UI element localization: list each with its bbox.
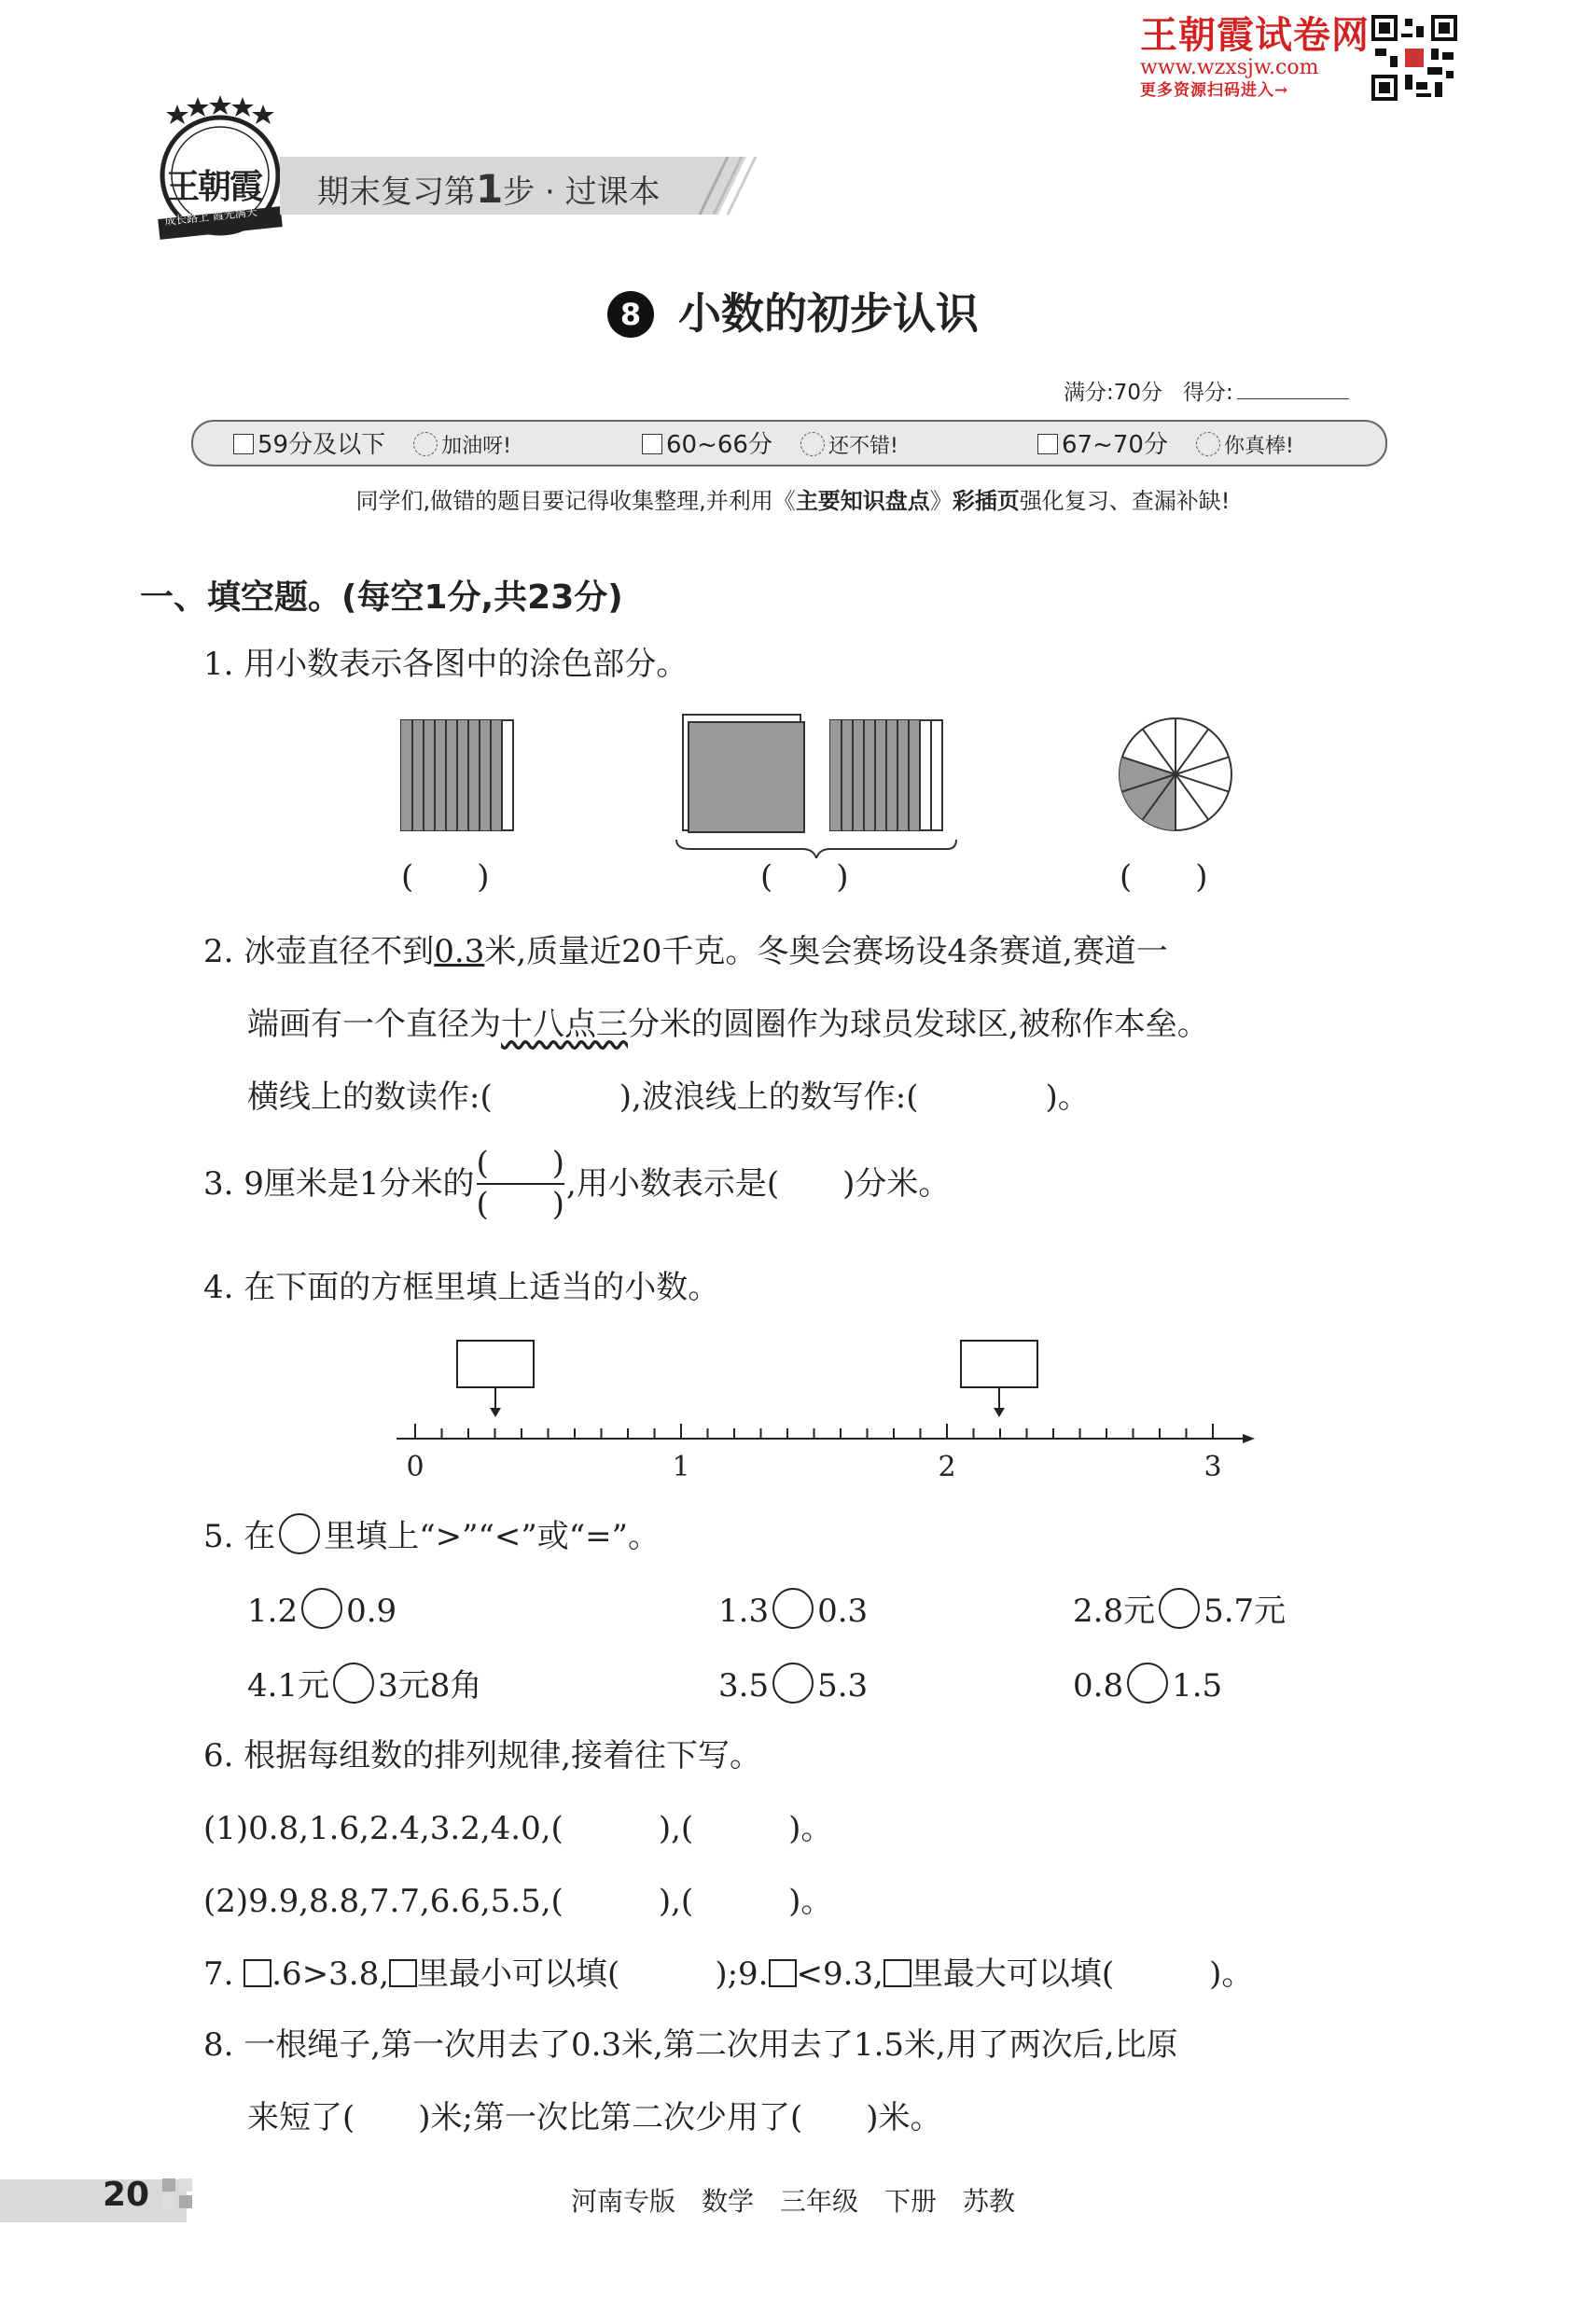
- section-heading: 一、填空题。(每空1分,共23分): [140, 578, 623, 617]
- compare-item: [718, 1663, 868, 1705]
- right-value: 0.3: [817, 1593, 869, 1630]
- underlined-number: 0.3: [434, 933, 485, 970]
- brand-block: [1140, 15, 1383, 101]
- compare-circle[interactable]: [772, 1588, 814, 1629]
- left-value: 4.1元: [247, 1667, 330, 1705]
- text: 2. 冰壶直径不到: [203, 933, 435, 970]
- grade-word: 还不错!: [828, 435, 898, 458]
- answer-blank-1[interactable]: ( ): [401, 858, 490, 896]
- banner-title: [317, 166, 661, 212]
- sequence-1[interactable]: (1)0.8,1.6,2.4,3.2,4.0,( ),( )。: [203, 1810, 833, 1847]
- text: .6>3.8,: [271, 1955, 390, 1993]
- text[interactable]: ,用小数表示是( )分米。: [566, 1165, 951, 1203]
- text: 分米的圆圈作为球员发球区,被称作本垒。: [628, 1006, 1209, 1043]
- question-8-line1: 8. 一根绳子,第一次用去了0.3米,第二次用去了1.5米,用了两次后,比原: [203, 2026, 1178, 2064]
- compare-item: [247, 1588, 396, 1630]
- question-8-line2[interactable]: 来短了( )米;第一次比第二次少用了( )米。: [247, 2099, 942, 2136]
- question-3: [203, 1144, 950, 1224]
- question-2-line2: [247, 1006, 1209, 1043]
- sequence-2[interactable]: (2)9.9,8.8,7.7,6.6,5.5,( ),( )。: [203, 1883, 833, 1920]
- left-value: 1.2: [247, 1593, 299, 1630]
- denominator-blank[interactable]: ( ): [476, 1186, 565, 1223]
- answer-blank-2[interactable]: ( ): [760, 858, 849, 896]
- grade-range: 67~70分: [1062, 431, 1168, 459]
- square-blank-icon: [389, 1959, 417, 1987]
- wavy-underlined-number: 十八点三: [501, 1006, 628, 1043]
- tip-bold: 彩插页: [952, 488, 1020, 514]
- tip-line: [0, 482, 1586, 515]
- number-line: [383, 1329, 1259, 1488]
- question-6: 6. 根据每组数的排列规律,接着往下写。: [203, 1737, 762, 1774]
- fraction-blank[interactable]: [477, 1144, 565, 1224]
- compare-circle[interactable]: [1159, 1588, 1200, 1629]
- circle-blank-icon: [279, 1513, 320, 1554]
- square-blank-icon: [243, 1959, 271, 1987]
- text[interactable]: 里最大可以填( )。: [911, 1955, 1254, 1993]
- compare-circle[interactable]: [301, 1588, 342, 1629]
- numerator-blank[interactable]: ( ): [477, 1144, 565, 1185]
- answer-blank-3[interactable]: ( ): [1120, 858, 1208, 896]
- right-value: 3元8角: [378, 1667, 482, 1705]
- grade-word: 你真棒!: [1223, 435, 1294, 458]
- compare-item: [1073, 1588, 1286, 1630]
- figure-square-and-strips: [676, 715, 956, 858]
- compare-item: [247, 1663, 481, 1705]
- brand-url[interactable]: www.wzxsjw.com: [1140, 56, 1319, 79]
- grade-item: [233, 425, 511, 460]
- logo-name: 王朝霞: [166, 168, 262, 206]
- score-blank[interactable]: [1237, 398, 1349, 399]
- grade-range: 60~66分: [666, 431, 772, 459]
- text: 里填上“>”“<”或“=”。: [324, 1518, 661, 1555]
- full-score: 满分:70分: [1064, 381, 1163, 405]
- checkbox[interactable]: [1037, 434, 1058, 454]
- answer-box-1[interactable]: [457, 1341, 534, 1387]
- right-value: 0.9: [346, 1593, 397, 1630]
- score-label: 得分:: [1182, 381, 1233, 405]
- left-value: 1.3: [718, 1593, 770, 1630]
- answer-box-2[interactable]: [961, 1341, 1037, 1387]
- unit-title: 小数的初步认识: [678, 288, 979, 339]
- left-value: 0.8: [1073, 1667, 1124, 1705]
- question-2-line3[interactable]: 横线上的数读作:( ),波浪线上的数写作:( )。: [247, 1079, 1090, 1116]
- score-line: [1064, 375, 1349, 406]
- figure-circle: [1120, 718, 1231, 830]
- face-icon: [800, 432, 825, 456]
- tick-label-2: 2: [938, 1451, 956, 1483]
- grade-item: [1037, 425, 1294, 460]
- tick-label-3: 3: [1203, 1451, 1222, 1483]
- q1-figures: [392, 709, 1287, 858]
- right-value: 1.5: [1172, 1667, 1223, 1705]
- text: 米,质量近20千克。冬奥会赛场设4条赛道,赛道一: [484, 933, 1168, 970]
- tip-text: 同学们,做错的题目要记得收集整理,并利用《: [355, 488, 796, 514]
- tick-label-1: 1: [672, 1451, 690, 1483]
- compare-circle[interactable]: [772, 1663, 814, 1704]
- left-value: 2.8元: [1073, 1593, 1156, 1630]
- checkbox[interactable]: [233, 434, 254, 454]
- banner-step-number: 1: [476, 166, 504, 212]
- compare-circle[interactable]: [333, 1663, 374, 1704]
- text: <9.3,: [796, 1955, 883, 1993]
- right-value: 5.7元: [1203, 1593, 1287, 1630]
- text: 端画有一个直径为: [247, 1006, 501, 1043]
- banner-text-c: 步 · 过课本: [503, 174, 661, 211]
- compare-item: [1073, 1663, 1222, 1705]
- left-value: 3.5: [718, 1667, 770, 1705]
- face-icon: [413, 432, 438, 456]
- grade-range: 59分及以下: [257, 431, 386, 459]
- text[interactable]: 里最小可以填( );9.: [417, 1955, 769, 1993]
- page-title: [0, 280, 1586, 341]
- square-blank-icon: [769, 1959, 797, 1987]
- page-number: 20: [103, 2176, 150, 2214]
- footer-info: 河南专版 数学 三年级 下册 苏教: [570, 2186, 1015, 2217]
- tip-text: 强化复习、查漏补缺!: [1019, 488, 1231, 514]
- grade-word: 加油呀!: [441, 435, 511, 458]
- question-7[interactable]: [203, 1955, 1253, 1993]
- text: 5. 在: [203, 1518, 276, 1555]
- question-1: 1. 用小数表示各图中的涂色部分。: [203, 646, 689, 683]
- figure-strips-a: [401, 720, 513, 830]
- face-icon: [1196, 432, 1220, 456]
- question-5: [203, 1513, 660, 1555]
- text: 7.: [203, 1955, 244, 1993]
- tick-label-0: 0: [406, 1451, 424, 1483]
- question-2-line1: [203, 933, 1168, 970]
- logo-tagline: 成长路上 霞光满天: [163, 204, 258, 229]
- compare-item: [718, 1588, 868, 1630]
- text: 3. 9厘米是1分米的: [203, 1165, 475, 1203]
- banner-text-a: 期末复习第: [317, 174, 476, 211]
- brand-slogan: 更多资源扫码进入→: [1140, 81, 1289, 100]
- compare-circle[interactable]: [1127, 1663, 1168, 1704]
- question-4: 4. 在下面的方框里填上适当的小数。: [203, 1269, 720, 1306]
- brand-name: 王朝霞试卷网: [1140, 13, 1370, 57]
- right-value: 5.3: [817, 1667, 869, 1705]
- grade-item: [642, 425, 898, 460]
- tip-text: 》: [929, 488, 953, 514]
- unit-number-badge: 8: [607, 291, 654, 338]
- square-blank-icon: [883, 1959, 911, 1987]
- checkbox[interactable]: [642, 434, 662, 454]
- tip-bold: 主要知识盘点: [795, 488, 930, 514]
- qr-code-icon[interactable]: [1371, 15, 1457, 101]
